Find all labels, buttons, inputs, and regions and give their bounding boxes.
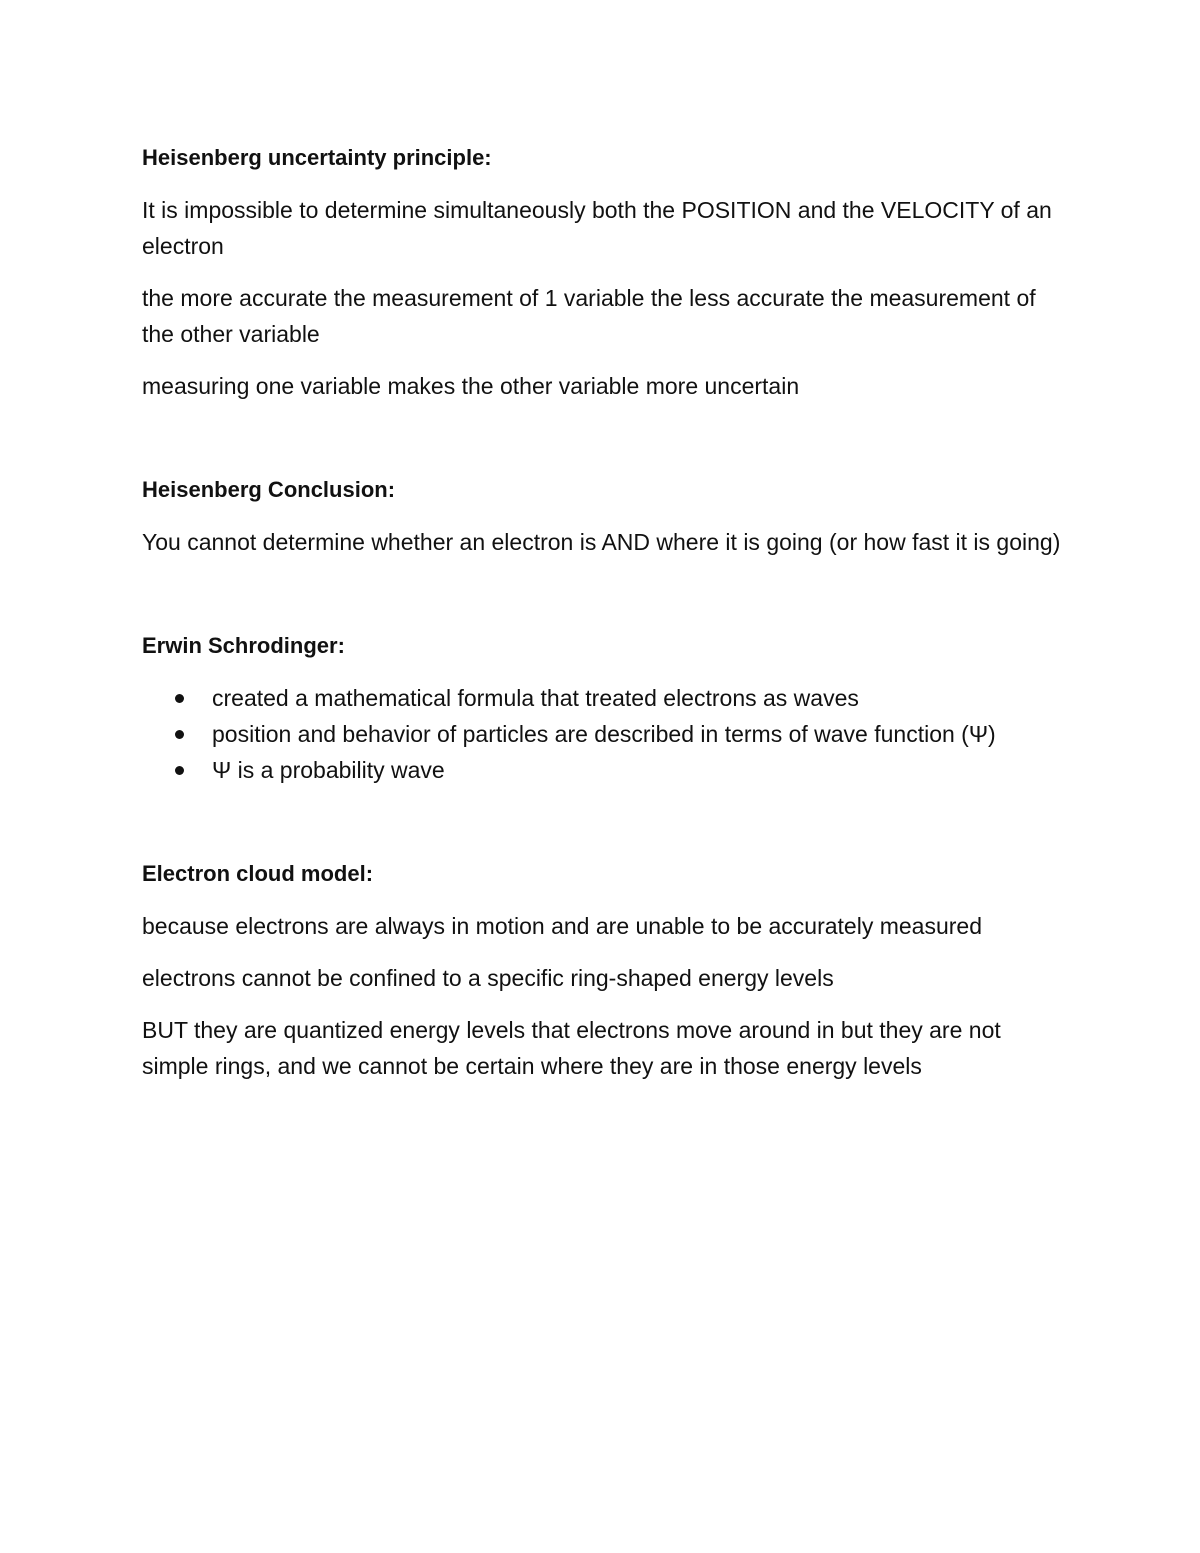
section-spacer [142, 576, 1072, 628]
paragraph: because electrons are always in motion and are unable to be accurately measured [142, 913, 982, 939]
paragraph: electrons cannot be confined to a specific ring-shaped energy levels [142, 965, 834, 991]
paragraph: measuring one variable makes the other variable more uncertain [142, 373, 800, 399]
bullet-item [142, 680, 1072, 716]
paragraph: BUT they are quantized energy levels that electrons move around in but they are not simple rings, and we cannot be certain where they are in those energy levels [142, 1017, 1001, 1079]
document-page [142, 140, 1072, 1100]
section-heading: Erwin Schrodinger: [142, 633, 345, 658]
section-spacer [142, 788, 1072, 856]
section-heading: Electron cloud model: [142, 861, 374, 886]
section-erwin-schrodinger [142, 628, 1072, 788]
bullet-item [142, 716, 1072, 752]
bullet-icon [175, 694, 184, 703]
section-electron-cloud-model [142, 856, 1072, 1084]
section-heading: Heisenberg Conclusion: [142, 477, 396, 502]
bullet-text: position and behavior of particles are described in terms of wave function (Ψ) [212, 721, 996, 747]
section-heisenberg-principle [142, 140, 1072, 404]
paragraph: It is impossible to determine simultaneously both the POSITION and the VELOCITY of an electron [142, 197, 1052, 259]
section-spacer [142, 420, 1072, 472]
bullet-icon [175, 766, 184, 775]
section-heading: Heisenberg uncertainty principle: [142, 145, 492, 170]
bullet-item [142, 752, 1072, 788]
bullet-text: Ψ is a probability wave [212, 757, 445, 783]
bullet-icon [175, 730, 184, 739]
bullet-text: created a mathematical formula that treated electrons as waves [212, 685, 859, 711]
bullet-list [142, 680, 1072, 788]
paragraph: the more accurate the measurement of 1 variable the less accurate the measurement of the other variable [142, 285, 1036, 347]
paragraph: You cannot determine whether an electron is AND where it is going (or how fast it is going) [142, 529, 1061, 555]
section-heisenberg-conclusion [142, 472, 1072, 560]
